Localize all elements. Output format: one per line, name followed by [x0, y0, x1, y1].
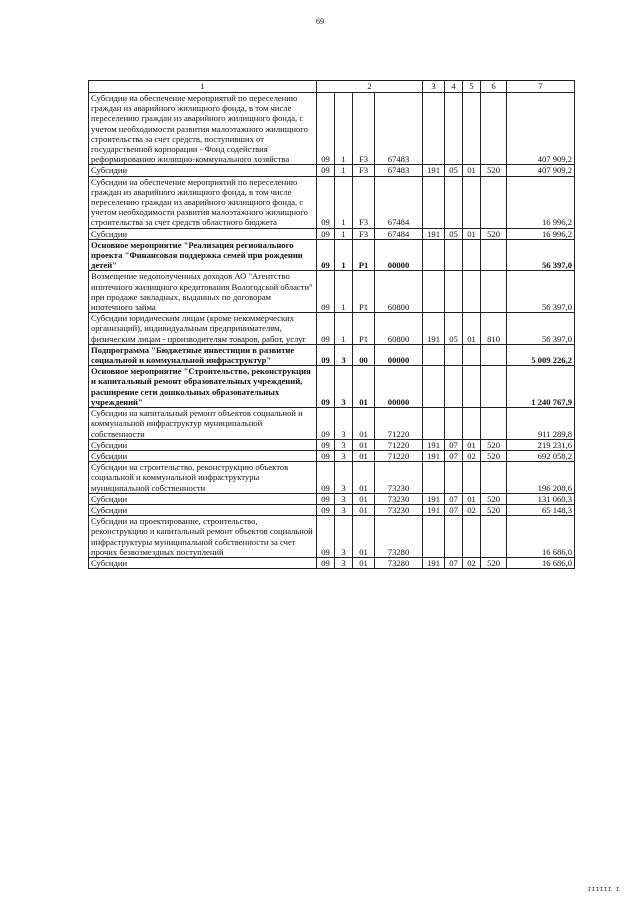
row-code-cell: 01 [353, 366, 375, 408]
row-code-cell: 01 [353, 516, 375, 558]
header-cell-7: 7 [507, 81, 575, 93]
row-code-cell: 07 [445, 557, 463, 568]
row-amount-cell: 56 397,0 [507, 239, 575, 271]
row-code-cell: 09 [317, 176, 335, 228]
row-code-cell: 1 [335, 93, 353, 165]
row-code-cell: F3 [353, 228, 375, 239]
row-code-cell: 71220 [375, 408, 423, 440]
header-cell-1: 1 [89, 81, 317, 93]
row-code-cell: 00000 [375, 239, 423, 271]
table-row [89, 176, 575, 228]
row-code-cell: 67483 [375, 93, 423, 165]
row-code-cell: 60800 [375, 313, 423, 345]
row-code-cell: 09 [317, 557, 335, 568]
row-code-cell: 01 [463, 313, 481, 345]
row-code-cell [481, 271, 507, 313]
row-code-cell [463, 462, 481, 494]
page-number: 69 [316, 17, 324, 26]
row-code-cell: 09 [317, 344, 335, 365]
row-code-cell: 01 [463, 228, 481, 239]
row-name-cell: Субсидии [89, 228, 317, 239]
header-cell-6: 6 [481, 81, 507, 93]
row-code-cell: 520 [481, 450, 507, 461]
row-code-cell [463, 176, 481, 228]
row-code-cell: 520 [481, 557, 507, 568]
row-code-cell: 810 [481, 313, 507, 345]
row-code-cell: 520 [481, 493, 507, 504]
row-amount-cell: 56 397,0 [507, 313, 575, 345]
footer-mark: IIIIII I [587, 887, 620, 893]
row-code-cell: F3 [353, 93, 375, 165]
row-code-cell: 3 [335, 504, 353, 515]
row-code-cell: 01 [353, 439, 375, 450]
row-code-cell [445, 93, 463, 165]
row-code-cell [423, 93, 445, 165]
row-code-cell: 09 [317, 493, 335, 504]
row-amount-cell: 131 060,3 [507, 493, 575, 504]
row-amount-cell: 16 996,2 [507, 228, 575, 239]
row-code-cell: 73230 [375, 462, 423, 494]
row-amount-cell: 1 240 767,9 [507, 366, 575, 408]
row-code-cell: P1 [353, 239, 375, 271]
row-code-cell: 1 [335, 228, 353, 239]
row-code-cell [481, 176, 507, 228]
row-amount-cell: 692 058,2 [507, 450, 575, 461]
row-code-cell: 02 [463, 504, 481, 515]
row-name-cell: Субсидии юридическим лицам (кроме некоммерческих организаций), индивидуальным предпринимателям, физическим лицам - производителям товаров, работ, услуг [89, 313, 317, 345]
table-row [89, 165, 575, 176]
row-name-cell: Субсидии [89, 557, 317, 568]
row-code-cell [481, 366, 507, 408]
row-code-cell [423, 408, 445, 440]
table-row [89, 493, 575, 504]
header-cell-3: 3 [423, 81, 445, 93]
table-row [89, 93, 575, 165]
row-code-cell: 00000 [375, 344, 423, 365]
row-code-cell: 07 [445, 450, 463, 461]
row-code-cell: 3 [335, 450, 353, 461]
row-code-cell [423, 344, 445, 365]
header-cell-4: 4 [445, 81, 463, 93]
table-row [89, 504, 575, 515]
row-code-cell: 71220 [375, 439, 423, 450]
row-code-cell: 09 [317, 462, 335, 494]
row-amount-cell: 56 397,0 [507, 271, 575, 313]
row-code-cell: 01 [353, 408, 375, 440]
row-code-cell: 1 [335, 313, 353, 345]
table-row [89, 228, 575, 239]
row-code-cell: 520 [481, 504, 507, 515]
table-row [89, 450, 575, 461]
row-code-cell: 3 [335, 344, 353, 365]
row-code-cell: 09 [317, 408, 335, 440]
row-amount-cell: 407 909,2 [507, 165, 575, 176]
row-code-cell [445, 462, 463, 494]
row-amount-cell: 219 231,6 [507, 439, 575, 450]
row-code-cell: 73280 [375, 557, 423, 568]
row-code-cell: 00 [353, 344, 375, 365]
row-code-cell [423, 462, 445, 494]
row-code-cell: 191 [423, 228, 445, 239]
row-code-cell: 191 [423, 165, 445, 176]
row-code-cell: F3 [353, 176, 375, 228]
row-code-cell [481, 408, 507, 440]
row-code-cell [463, 344, 481, 365]
row-code-cell: 73230 [375, 493, 423, 504]
row-code-cell [463, 366, 481, 408]
table-header-row [89, 81, 575, 93]
row-code-cell [445, 271, 463, 313]
row-code-cell: 05 [445, 313, 463, 345]
row-name-cell: Подпрограмма "Бюджетные инвестиции в развитие социальной и коммунальной инфраструктур" [89, 344, 317, 365]
row-amount-cell: 5 009 226,2 [507, 344, 575, 365]
row-name-cell: Субсидии [89, 493, 317, 504]
row-code-cell: 3 [335, 408, 353, 440]
row-code-cell [463, 408, 481, 440]
row-code-cell: 3 [335, 439, 353, 450]
row-name-cell: Субсидии [89, 439, 317, 450]
row-code-cell: 09 [317, 439, 335, 450]
row-code-cell [445, 239, 463, 271]
header-cell-2: 2 [317, 81, 423, 93]
row-code-cell: 01 [353, 450, 375, 461]
row-amount-cell: 407 909,2 [507, 93, 575, 165]
row-code-cell [445, 516, 463, 558]
row-code-cell: 73230 [375, 504, 423, 515]
row-code-cell: P1 [353, 313, 375, 345]
row-code-cell [445, 408, 463, 440]
row-code-cell [481, 344, 507, 365]
row-code-cell [445, 176, 463, 228]
row-code-cell: 3 [335, 493, 353, 504]
row-amount-cell: 65 148,3 [507, 504, 575, 515]
row-name-cell: Субсидии на строительство, реконструкцию объектов социальной и коммунальной инфраструктуры муниципальной собственности [89, 462, 317, 494]
row-code-cell: 09 [317, 228, 335, 239]
row-code-cell: 3 [335, 516, 353, 558]
row-code-cell: 01 [463, 165, 481, 176]
row-code-cell: 01 [353, 462, 375, 494]
row-code-cell: F3 [353, 165, 375, 176]
row-code-cell [481, 239, 507, 271]
row-code-cell: 520 [481, 228, 507, 239]
table-row [89, 408, 575, 440]
row-code-cell [423, 516, 445, 558]
row-code-cell: 09 [317, 271, 335, 313]
row-code-cell [445, 344, 463, 365]
table-row [89, 557, 575, 568]
header-cell-5: 5 [463, 81, 481, 93]
row-code-cell: 09 [317, 504, 335, 515]
row-code-cell [463, 271, 481, 313]
row-code-cell [423, 176, 445, 228]
row-code-cell: 191 [423, 493, 445, 504]
row-name-cell: Субсидии на капитальный ремонт объектов социальной и коммунальной инфраструктур муниципальной собственности [89, 408, 317, 440]
row-code-cell [481, 462, 507, 494]
row-code-cell: 00000 [375, 366, 423, 408]
row-amount-cell: 16 686,0 [507, 516, 575, 558]
row-code-cell: 71220 [375, 450, 423, 461]
row-code-cell: 09 [317, 366, 335, 408]
row-name-cell: Субсидии [89, 165, 317, 176]
row-code-cell: 191 [423, 450, 445, 461]
row-code-cell [423, 239, 445, 271]
row-code-cell [423, 271, 445, 313]
row-name-cell: Субсидии на обеспечение мероприятий по переселению граждан из аварийного жилищного фонда, в том числе переселению граждан из аварийного жилищного фонда, с учетом необходимости развития малоэтажного жилищного строительства за счет средств областного бюджета [89, 176, 317, 228]
row-code-cell: 05 [445, 165, 463, 176]
row-name-cell: Субсидии [89, 504, 317, 515]
row-code-cell: 191 [423, 557, 445, 568]
row-code-cell: 01 [463, 439, 481, 450]
row-name-cell: Основное мероприятие "Реализация регионального проекта "Финансовая поддержка семей при рождении детей" [89, 239, 317, 271]
budget-table [88, 80, 575, 569]
row-name-cell: Возмещение недополученных доходов АО "Агентство ипотечного жилищного кредитования Вологодской области" при продаже закладных, выданных по договорам ипотечного займа [89, 271, 317, 313]
row-code-cell: 09 [317, 313, 335, 345]
row-amount-cell: 16 686,0 [507, 557, 575, 568]
row-code-cell: 1 [335, 271, 353, 313]
row-code-cell: 67483 [375, 165, 423, 176]
row-code-cell: 67484 [375, 228, 423, 239]
row-code-cell: P1 [353, 271, 375, 313]
row-code-cell [481, 516, 507, 558]
row-amount-cell: 196 208,6 [507, 462, 575, 494]
row-code-cell: 09 [317, 239, 335, 271]
row-code-cell: 520 [481, 439, 507, 450]
row-code-cell: 520 [481, 165, 507, 176]
table-row [89, 344, 575, 365]
row-code-cell: 01 [353, 493, 375, 504]
row-code-cell: 60800 [375, 271, 423, 313]
row-code-cell: 07 [445, 493, 463, 504]
row-code-cell: 01 [353, 557, 375, 568]
row-code-cell: 07 [445, 504, 463, 515]
row-code-cell: 09 [317, 93, 335, 165]
row-code-cell: 09 [317, 516, 335, 558]
row-code-cell: 1 [335, 176, 353, 228]
row-code-cell: 09 [317, 450, 335, 461]
row-code-cell [423, 366, 445, 408]
row-amount-cell: 16 996,2 [507, 176, 575, 228]
row-code-cell: 3 [335, 462, 353, 494]
row-code-cell: 67484 [375, 176, 423, 228]
table-row [89, 313, 575, 345]
row-code-cell: 02 [463, 557, 481, 568]
row-code-cell [445, 366, 463, 408]
row-code-cell [463, 93, 481, 165]
row-code-cell: 05 [445, 228, 463, 239]
row-code-cell: 01 [353, 504, 375, 515]
row-code-cell: 3 [335, 557, 353, 568]
row-code-cell: 09 [317, 165, 335, 176]
row-code-cell [463, 516, 481, 558]
table-row [89, 439, 575, 450]
table-row [89, 366, 575, 408]
row-code-cell: 1 [335, 239, 353, 271]
row-code-cell [481, 93, 507, 165]
row-code-cell: 73280 [375, 516, 423, 558]
row-name-cell: Субсидии на проектирование, строительство, реконструкцию и капитальный ремонт объектов социальной инфраструктуры муниципальной собственности за счет прочих безвозмездных поступлений [89, 516, 317, 558]
row-code-cell: 3 [335, 366, 353, 408]
row-name-cell: Основное мероприятие "Строительство, реконструкция и капитальный ремонт образовательных учреждений, расширение сети дошкольных образовательных учреждений" [89, 366, 317, 408]
table-row [89, 462, 575, 494]
table-row [89, 271, 575, 313]
row-code-cell [463, 239, 481, 271]
row-name-cell: Субсидии на обеспечение мероприятий по переселению граждан из аварийного жилищного фонда, в том числе переселению граждан из аварийного жилищного фонда, с учетом необходимости развития малоэтажного жилищного строительства за счет средств, поступивших от государственной корпорации - Фонд содействия реформированию жилищно-коммунального хозяйства [89, 93, 317, 165]
row-code-cell: 01 [463, 493, 481, 504]
row-name-cell: Субсидии [89, 450, 317, 461]
row-code-cell: 191 [423, 313, 445, 345]
row-code-cell: 02 [463, 450, 481, 461]
table-row [89, 516, 575, 558]
table-row [89, 239, 575, 271]
row-code-cell: 1 [335, 165, 353, 176]
row-code-cell: 191 [423, 439, 445, 450]
row-code-cell: 07 [445, 439, 463, 450]
row-amount-cell: 911 289,8 [507, 408, 575, 440]
row-code-cell: 191 [423, 504, 445, 515]
